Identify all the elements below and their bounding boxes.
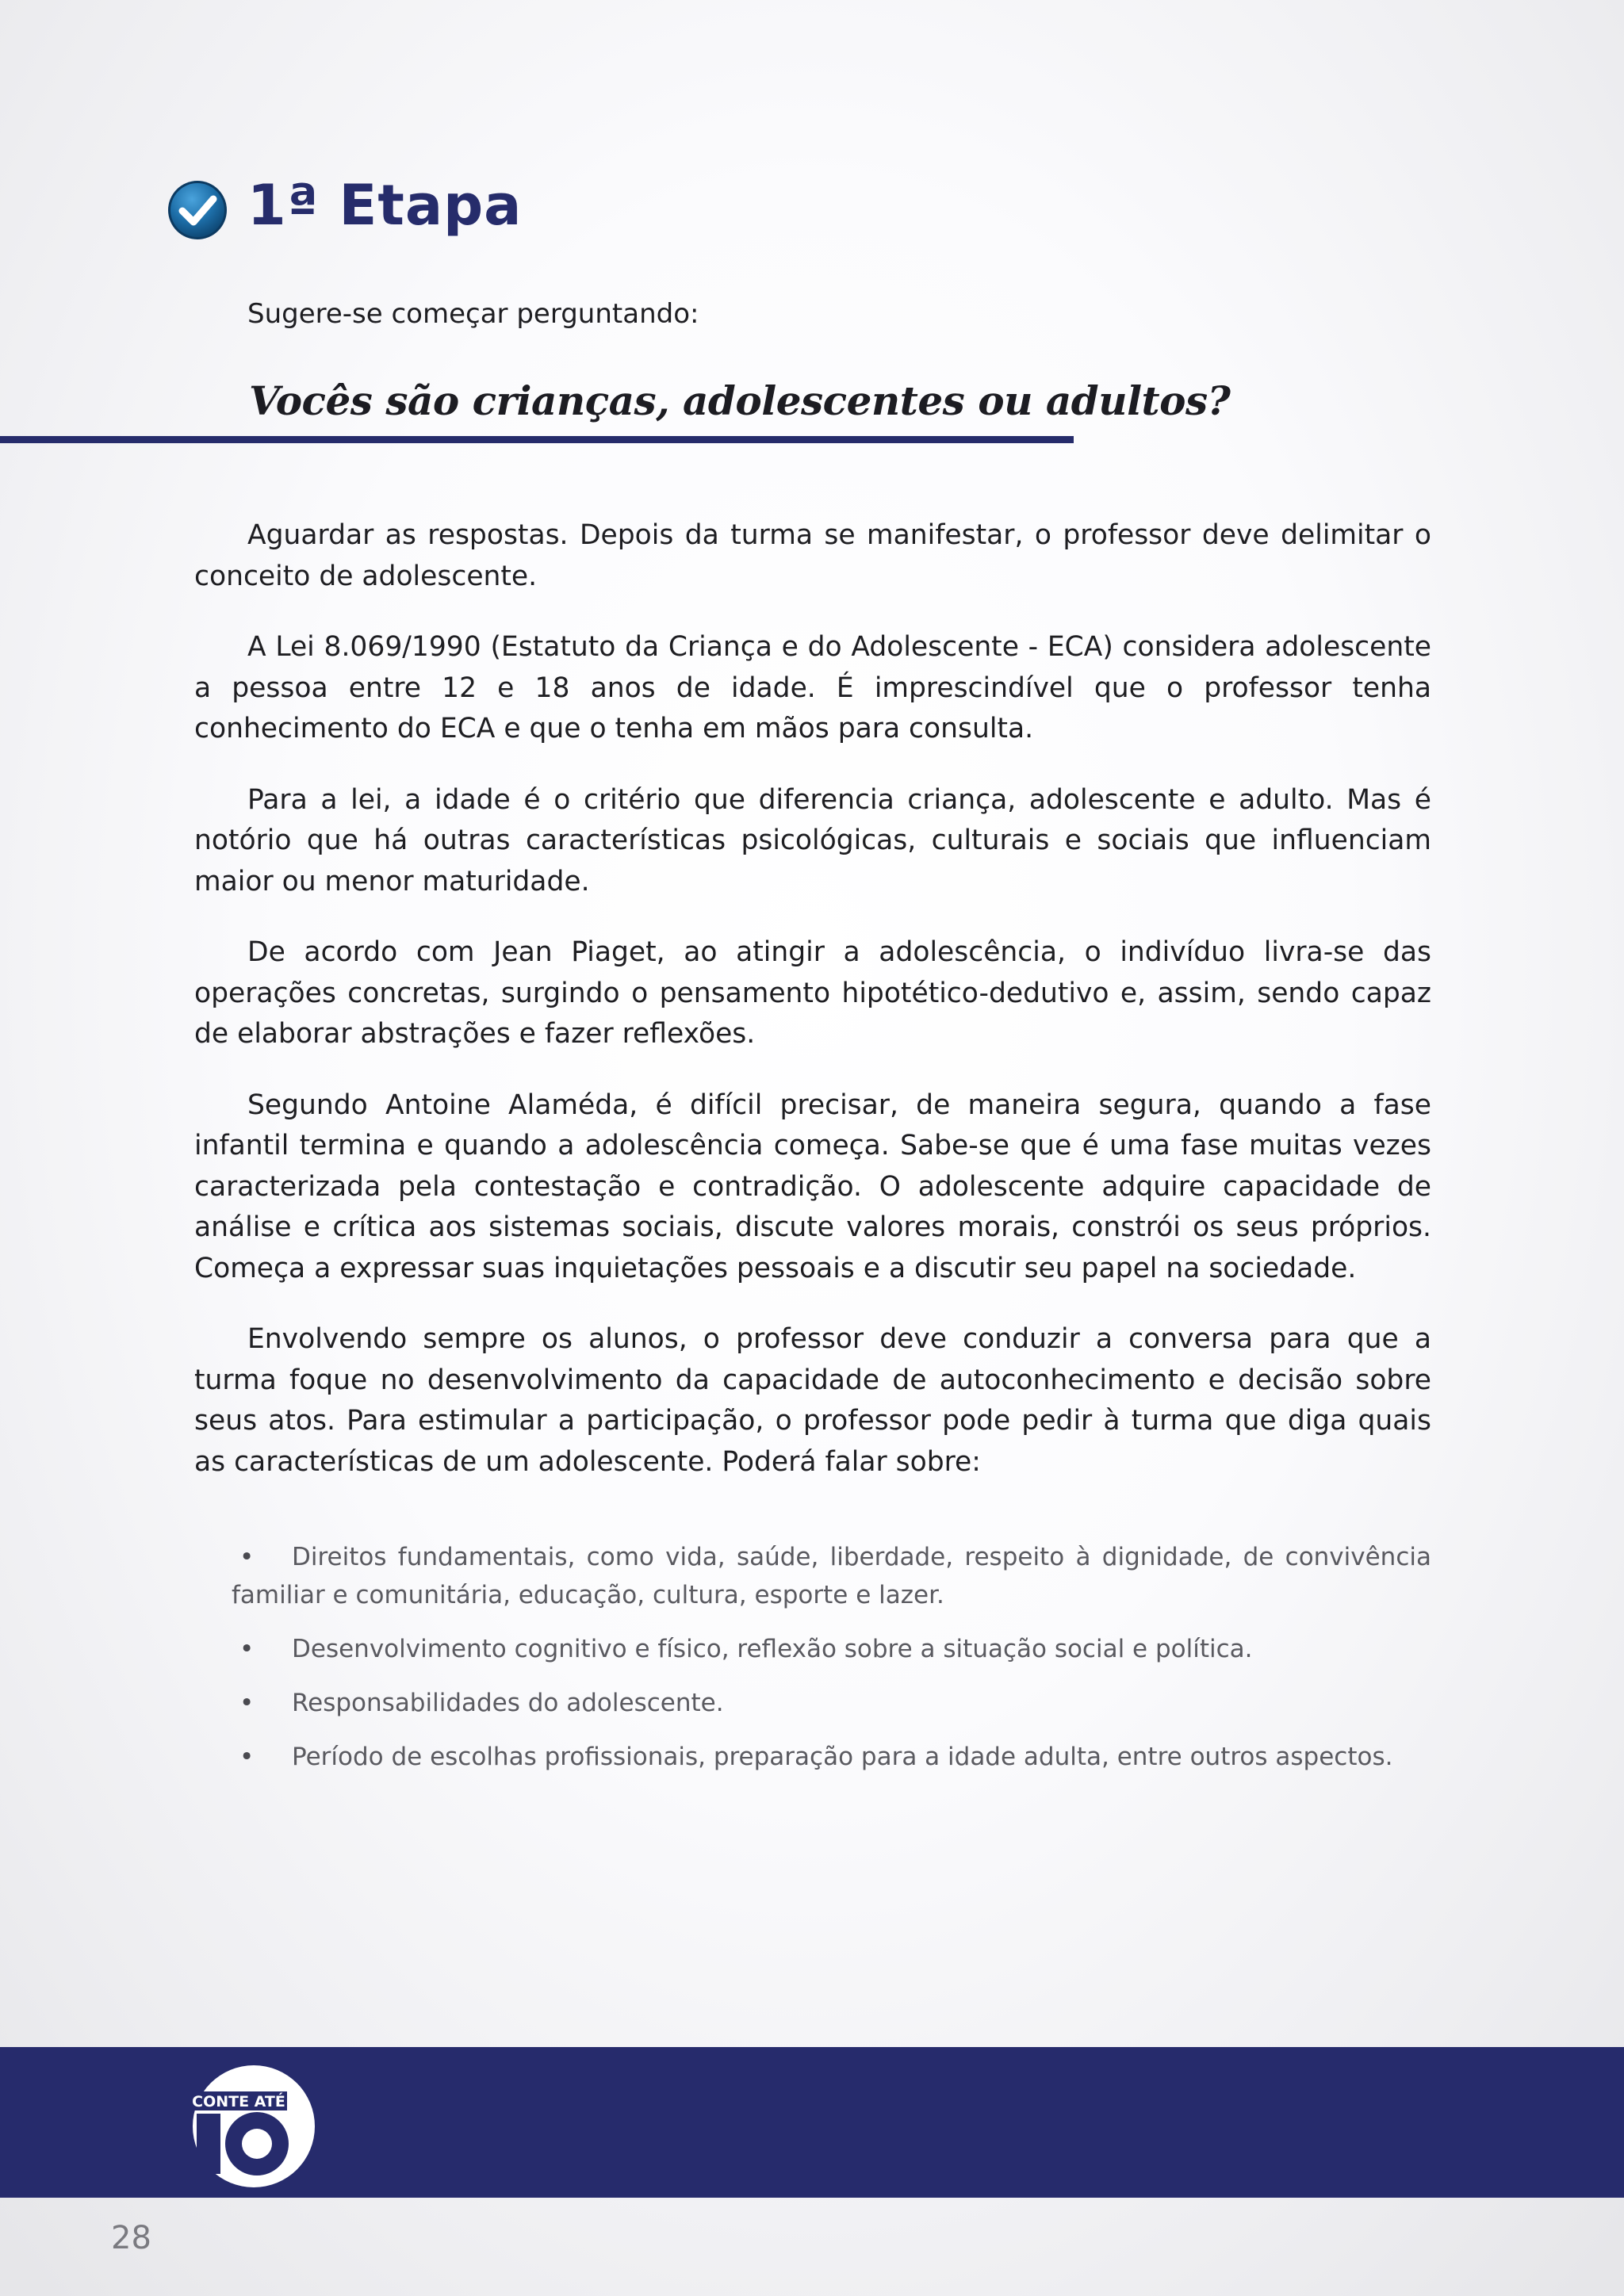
- step-title: 1ª Etapa: [247, 173, 523, 238]
- list-item-text: Período de escolhas profissionais, preparação para a idade adulta, entre outros aspectos.: [292, 1743, 1393, 1771]
- body-text: [194, 515, 1431, 1513]
- topic-list: [232, 1538, 1431, 1792]
- question-underline: [0, 436, 1074, 443]
- check-circle-icon: [167, 179, 228, 241]
- paragraph: Segundo Antoine Alaméda, é difícil precisar, de maneira segura, quando a fase infantil termina e quando a adolescência começa. Sabe-se que é uma fase muitas vezes caracterizada pela contestação e contradição. O adolescente adquire capacidade de análise e crítica aos sistemas sociais, discute valores morais, constrói os seus próprios. Começa a expressar suas inquietações pessoais e a discutir seu papel na sociedade.: [194, 1089, 1431, 1284]
- list-item: [232, 1630, 1431, 1668]
- list-item-text: Responsabilidades do adolescente.: [292, 1689, 724, 1717]
- lead-in-text: Sugere-se começar perguntando:: [247, 298, 699, 330]
- list-item: [232, 1684, 1431, 1722]
- paragraph: Para a lei, a idade é o critério que diferencia criança, adolescente e adulto. Mas é notório que há outras características psicológicas, culturais e sociais que influenciam maior ou menor maturidade.: [194, 783, 1431, 897]
- page-number: 28: [111, 2220, 151, 2256]
- paragraph: Aguardar as respostas. Depois da turma se manifestar, o professor deve delimitar o conceito de adolescente.: [194, 519, 1431, 592]
- bullet-icon: •: [239, 1743, 255, 1771]
- list-item-text: Desenvolvimento cognitivo e físico, reflexão sobre a situação social e política.: [292, 1635, 1253, 1663]
- conte-ate-10-logo: [190, 2063, 317, 2190]
- list-item: [232, 1738, 1431, 1776]
- paragraph: A Lei 8.069/1990 (Estatuto da Criança e do Adolescente - ECA) considera adolescente a pessoa entre 12 e 18 anos de idade. É imprescindível que o professor tenha conhecimento do ECA e que o tenha em mãos para consulta.: [194, 631, 1431, 744]
- paragraph: Envolvendo sempre os alunos, o professor deve conduzir a conversa para que a turma foque no desenvolvimento da capacidade de autoconhecimento e decisão sobre seus atos. Para estimular a participação, o professor pode pedir à turma que diga quais as características de um adolescente. Poderá falar sobre:: [194, 1323, 1431, 1478]
- list-item-text: Direitos fundamentais, como vida, saúde, liberdade, respeito à dignidade, de convivência familiar e comunitária, educação, cultura, esporte e lazer.: [232, 1543, 1431, 1609]
- question-heading: Vocês são crianças, adolescentes ou adultos?: [249, 377, 1231, 424]
- bullet-icon: •: [239, 1689, 255, 1717]
- paragraph: De acordo com Jean Piaget, ao atingir a adolescência, o indivíduo livra-se das operações concretas, surgindo o pensamento hipotético-dedutivo e, assim, sendo capaz de elaborar abstrações e fazer reflexões.: [194, 936, 1431, 1050]
- bullet-icon: •: [239, 1543, 255, 1571]
- list-item: [232, 1538, 1431, 1614]
- bullet-icon: •: [239, 1635, 255, 1663]
- logo-text: CONTE ATÉ: [192, 2093, 285, 2110]
